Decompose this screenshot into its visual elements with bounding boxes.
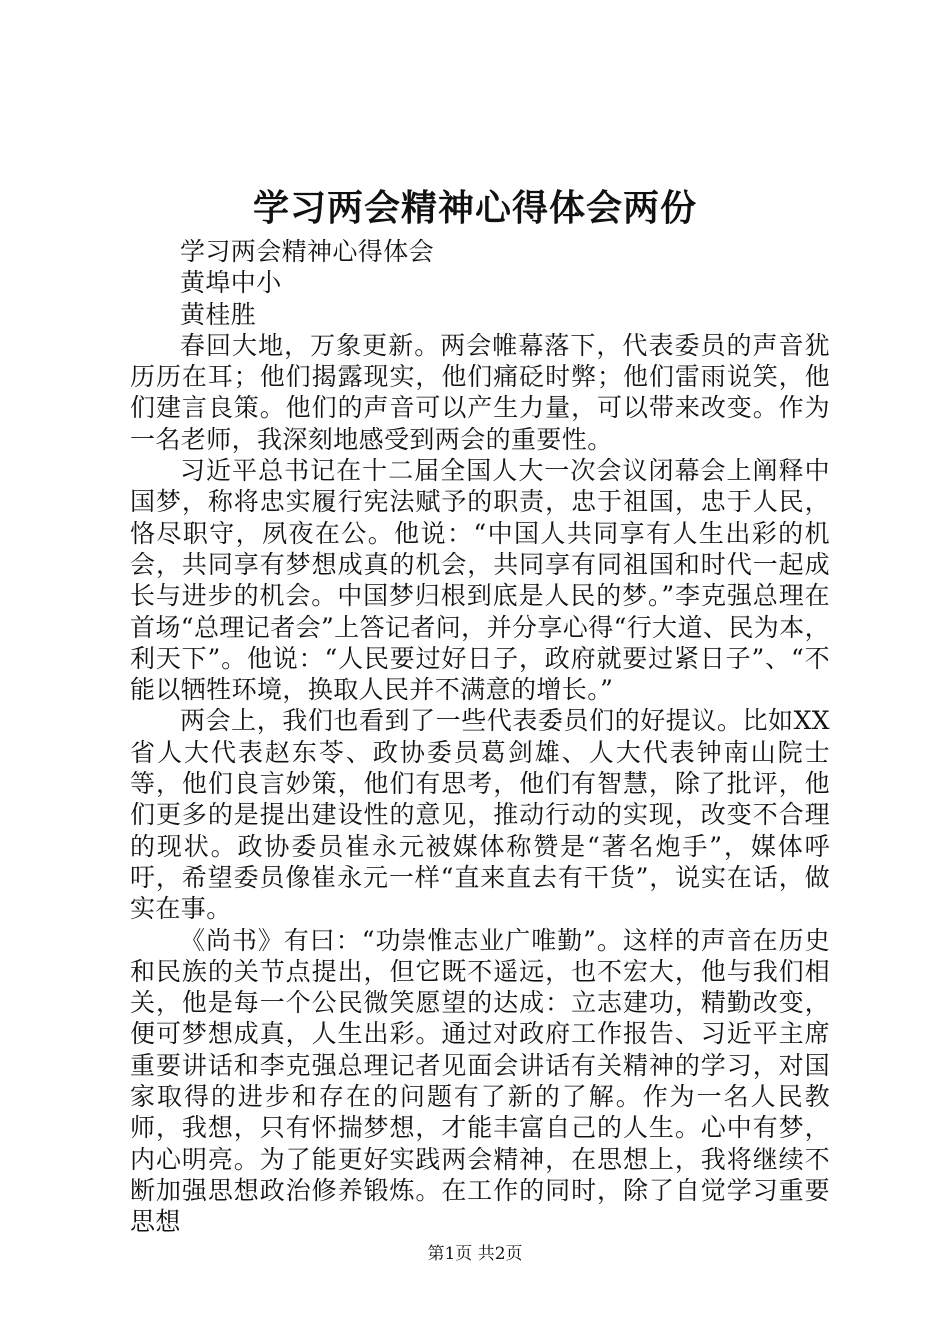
school-line: 黄埠中小	[180, 268, 282, 298]
paragraph: 春回大地，万象更新。两会帷幕落下，代表委员的声音犹历历在耳；他们揭露现实，他们痛砭时弊；他们雷雨说笑，他们建言良策。他们的声音可以产生力量，可以带来改变。作为一名老师，我深刻地感受到两会的重要性。	[130, 330, 830, 454]
subtitle-line: 学习两会精神心得体会	[180, 237, 435, 266]
page-number-footer: 第1页 共2页	[427, 1244, 523, 1264]
paragraph: 习近平总书记在十二届全国人大一次会议闭幕会上阐释中国梦，称将忠实履行宪法赋予的职责，忠于祖国，忠于人民，恪尽职守，夙夜在公。他说：“中国人共同享有人生出彩的机会，共同享有梦想成真的机会，共同享有同祖国和时代一起成长与进步的机会。中国梦归根到底是人民的梦。”李克强总理在首场“总理记者会”上答记者问，并分享心得“行大道、民为本，利天下”。他说：“人民要过好日子，政府就要过紧日子”、“不能以牺牲环境，换取人民并不满意的增长。”	[130, 456, 830, 705]
document-title: 学习两会精神心得体会两份	[252, 187, 697, 229]
paragraph: 《尚书》有曰：“功崇惟志业广唯勤”。这样的声音在历史和民族的关节点提出，但它既不遥远，也不宏大，他与我们相关，他是每一个公民微笑愿望的达成：立志建功，精勤改变，便可梦想成真，人生出彩。通过对政府工作报告、习近平主席重要讲话和李克强总理记者见面会讲话有关精神的学习，对国家取得的进步和存在的问题有了新的了解。作为一名人民教师，我想，只有怀揣梦想，才能丰富自己的人生。心中有梦，内心明亮。为了能更好实践两会精神，在思想上，我将继续不断加强思想政治修养锻炼。在工作的同时，除了自觉学习重要思想	[130, 925, 830, 1237]
author-line: 黄桂胜	[180, 299, 257, 329]
document-body	[130, 236, 830, 1238]
paragraph: 两会上，我们也看到了一些代表委员们的好提议。比如XX省人大代表赵东苓、政协委员葛剑雄、人大代表钟南山院士等，他们良言妙策，他们有思考，他们有智慧，除了批评，他们更多的是提出建设性的意见，推动行动的实现，改变不合理的现状。政协委员崔永元被媒体称赞是“著名炮手”，媒体呼吁，希望委员像崔永元一样“直来直去有干货”，说实在话，做实在事。	[130, 706, 830, 924]
